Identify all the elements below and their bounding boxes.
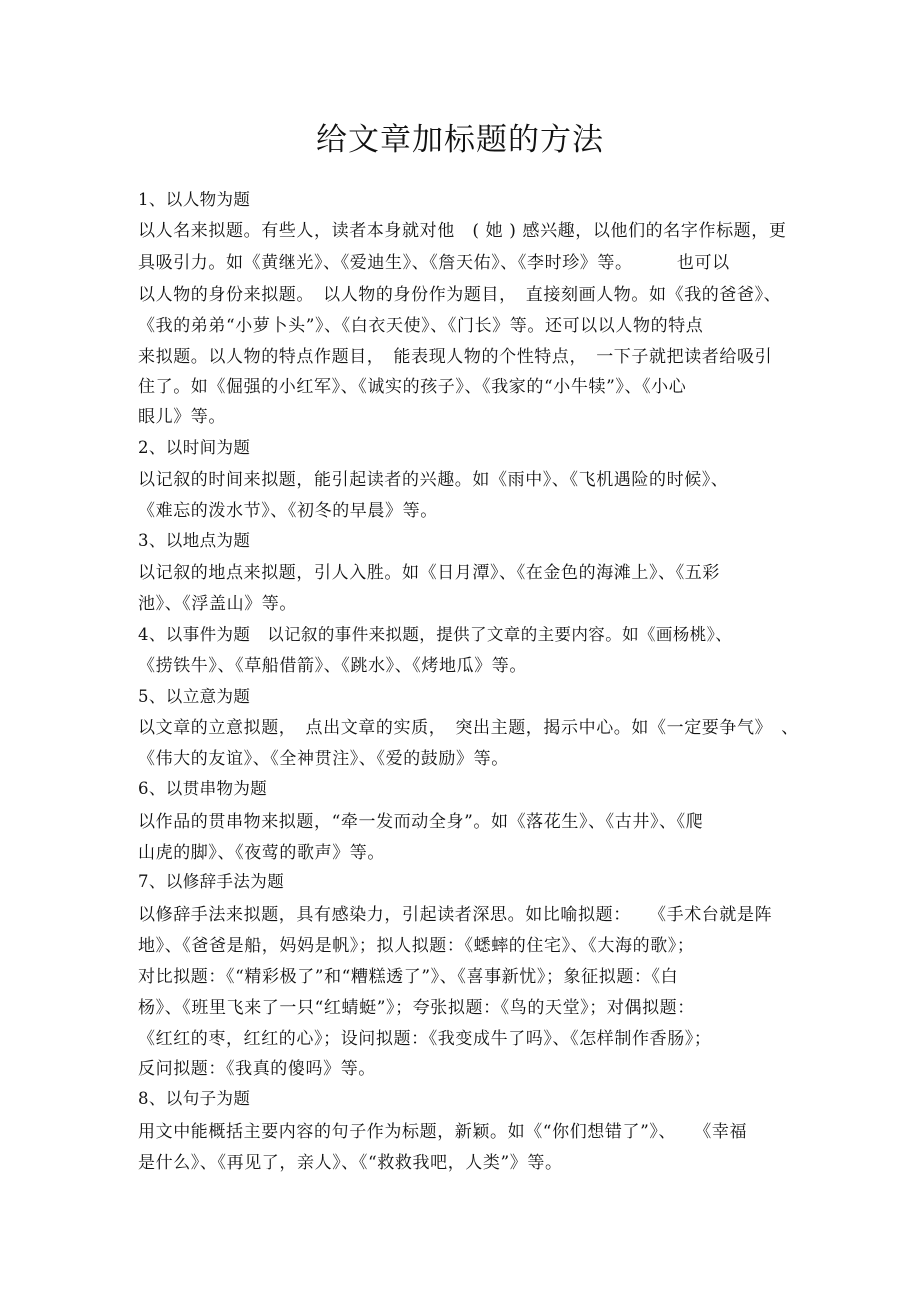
paragraph-line: 用文中能概括主要内容的句子作为标题，新颖。如《“你们想错了”》、 《幸福 <box>138 1122 748 1142</box>
paragraph-line: 是什么》、《再见了，亲人》、《“救救我吧，人类”》等。 <box>138 1153 563 1173</box>
section-heading-6: 6、以贯串物为题 <box>138 779 268 798</box>
paragraph-line: 住了。如《倔强的小红军》、《诚实的孩子》、《我家的“小牛犊”》、《小心 <box>138 377 687 397</box>
paragraph-line: 反问拟题：《我真的傻吗》等。 <box>138 1059 376 1079</box>
document-title: 给文章加标题的方法 <box>316 122 604 158</box>
paragraph-line: 山虎的脚》、《夜莺的歌声》等。 <box>138 843 385 863</box>
paragraph-line: 以作品的贯串物来拟题，“牵一发而动全身”。如《落花生》、《古井》、《爬 <box>138 812 704 832</box>
paragraph-line: 对比拟题：《“精彩极了”和“糟糕透了”》、《喜事新忧》；象征拟题：《白 <box>138 967 679 987</box>
paragraph-line: 以人物的身份来拟题。 以人物的身份作为题目， 直接刻画人物。如《我的爸爸》、 <box>138 285 782 305</box>
paragraph-line: 以修辞手法来拟题，具有感染力，引起读者深思。如比喻拟题： 《手术台就是阵 <box>138 905 773 925</box>
paragraph-line: 来拟题。以人物的特点作题目， 能表现人物的个性特点， 一下子就把读者给吸引 <box>138 347 773 367</box>
section-heading-7: 7、以修辞手法为题 <box>138 872 285 891</box>
section-heading-4: 4、以事件为题 以记叙的事件来拟题，提供了文章的主要内容。如《画杨桃》、 <box>138 625 733 644</box>
paragraph-line: 具吸引力。如《黄继光》、《爱迪生》、《詹天佑》、《李时珍》等。 也可以 <box>138 253 730 273</box>
paragraph-line: 《我的弟弟“小萝卜头”》、《白衣天使》、《门长》等。还可以以人物的特点 <box>138 316 704 336</box>
section-heading-3: 3、以地点为题 <box>138 531 251 550</box>
paragraph-line: 《难忘的泼水节》、《初冬的早晨》等。 <box>138 501 438 521</box>
section-heading-1: 1、以人物为题 <box>138 190 251 209</box>
paragraph-line: 以文章的立意拟题， 点出文章的实质， 突出主题，揭示中心。如《一定要争气》 、 <box>138 718 799 738</box>
paragraph-line: 池》、《浮盖山》等。 <box>138 594 297 614</box>
section-heading-8: 8、以句子为题 <box>138 1089 251 1108</box>
paragraph-line: 《红红的枣，红红的心》；设问拟题：《我变成牛了吗》、《怎样制作香肠》； <box>138 1029 712 1049</box>
paragraph-line: 地》、《爸爸是船，妈妈是帆》；拟人拟题：《蟋蟀的住宅》、《大海的歌》； <box>138 936 695 956</box>
paragraph-line: 以人名来拟题。有些人，读者本身就对他 ( 她 ) 感兴趣，以他们的名字作标题，更 <box>138 221 787 241</box>
paragraph-line: 以记叙的时间来拟题，能引起读者的兴趣。如《雨中》、《飞机遇险的时候》、 <box>138 470 729 490</box>
section-heading-5: 5、以立意为题 <box>138 687 251 706</box>
paragraph-line: 眼儿》等。 <box>138 407 226 427</box>
paragraph-line: 以记叙的地点来拟题，引人入胜。如《日月潭》、《在金色的海滩上》、《五彩 <box>138 563 720 583</box>
section-heading-2: 2、以时间为题 <box>138 438 251 457</box>
paragraph-line: 《伟大的友谊》、《全神贯注》、《爱的鼓励》等。 <box>138 749 509 769</box>
paragraph-line: 杨》、《班里飞来了一只“红蜻蜓”》；夸张拟题：《鸟的天堂》；对偶拟题： <box>138 998 695 1018</box>
paragraph-line: 《捞铁牛》、《草船借箭》、《跳水》、《烤地瓜》等。 <box>138 656 527 676</box>
